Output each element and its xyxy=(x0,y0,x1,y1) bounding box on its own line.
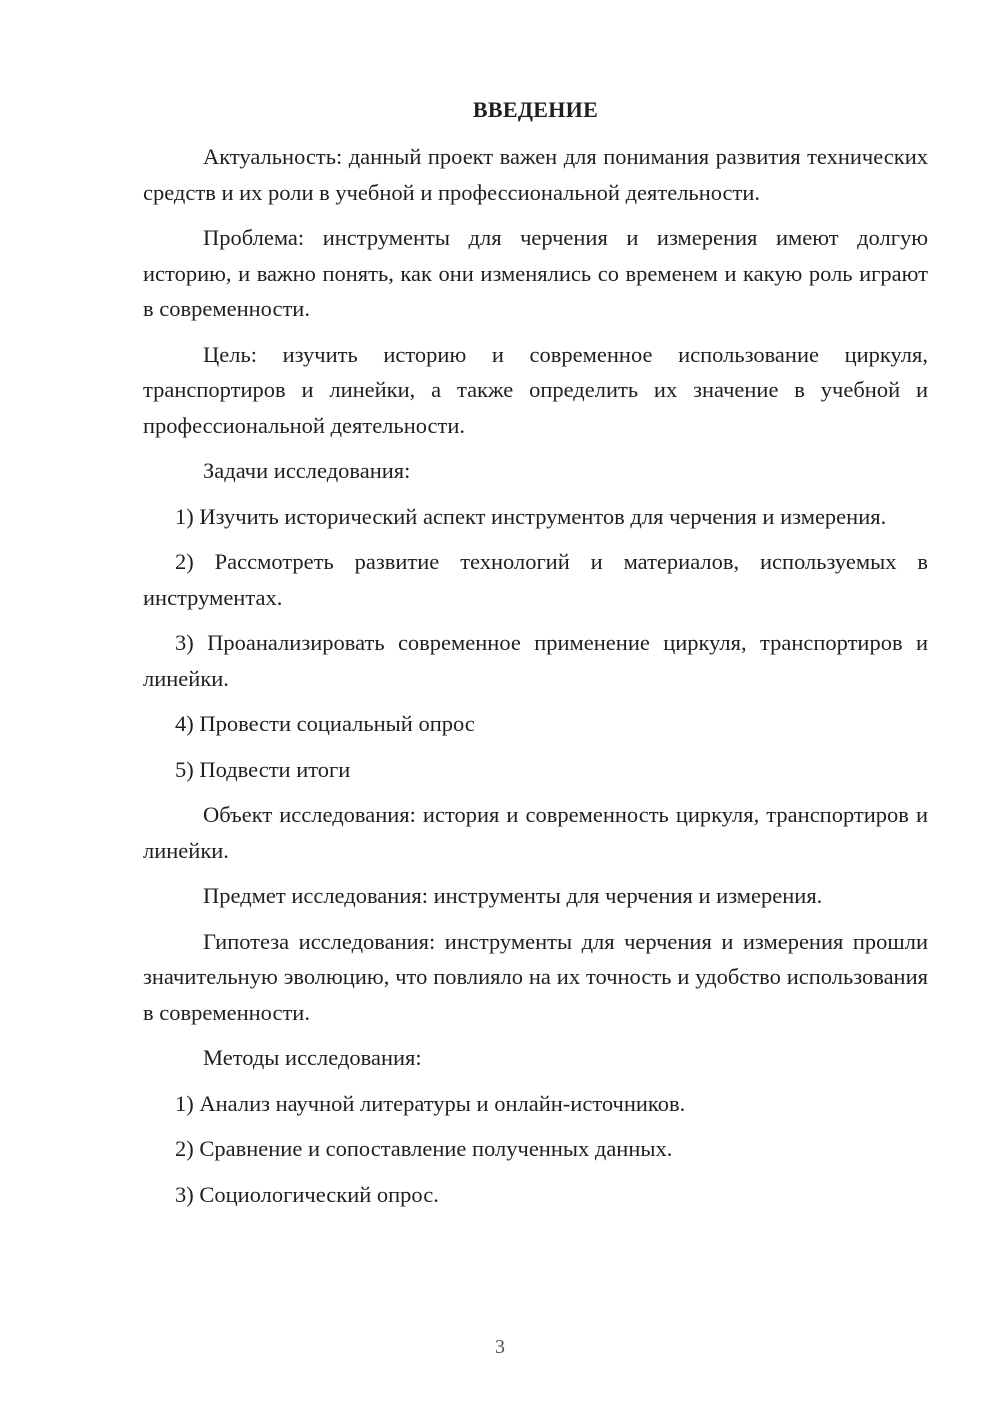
paragraph-subject: Предмет исследования: инструменты для черчения и измерения. xyxy=(203,883,823,908)
list-item-task-2: 2) Рассмотреть развитие технологий и материалов, используемых в инструментах. xyxy=(143,549,928,610)
list-item-method-1: 1) Анализ научной литературы и онлайн-источников. xyxy=(175,1090,686,1116)
paragraph-tasks-heading: Задачи исследования: xyxy=(203,458,411,483)
list-item-task-1: 1) Изучить исторический аспект инструментов для черчения и измерения. xyxy=(175,503,887,529)
paragraph-object: Объект исследования: история и современность циркуля, транспортиров и линейки. xyxy=(143,802,928,863)
list-item-method-2: 2) Сравнение и сопоставление полученных данных. xyxy=(175,1136,673,1161)
list-item-task-5: 5) Подвести итоги xyxy=(175,756,351,782)
paragraph-hypothesis: Гипотеза исследования: инструменты для черчения и измерения прошли значительную эволюцию, что повлияло на их точность и удобство использования в современности. xyxy=(143,928,928,1025)
paragraph-relevance: Актуальность: данный проект важен для понимания развития технических средств и их роли в учебной и профессиональной деятельности. xyxy=(143,144,928,205)
list-item-task-4: 4) Провести социальный опрос xyxy=(175,711,475,736)
page-title: ВВЕДЕНИЕ xyxy=(472,97,599,122)
list-item-method-3: 3) Социологический опрос. xyxy=(175,1181,439,1207)
paragraph-problem: Проблема: инструменты для черчения и измерения имеют долгую историю, и важно понять, как они изменялись со временем и какую роль играют в современности. xyxy=(143,225,928,321)
paragraph-methods-heading: Методы исследования: xyxy=(203,1045,422,1070)
paragraph-goal: Цель: изучить историю и современное использование циркуля, транспортиров и линейки, а также определить их значение в учебной и профессиональной деятельности. xyxy=(143,341,928,438)
page-number: 3 xyxy=(495,1336,505,1358)
list-item-task-3: 3) Проанализировать современное применение циркуля, транспортиров и линейки. xyxy=(143,630,928,691)
document-page xyxy=(143,92,928,1212)
